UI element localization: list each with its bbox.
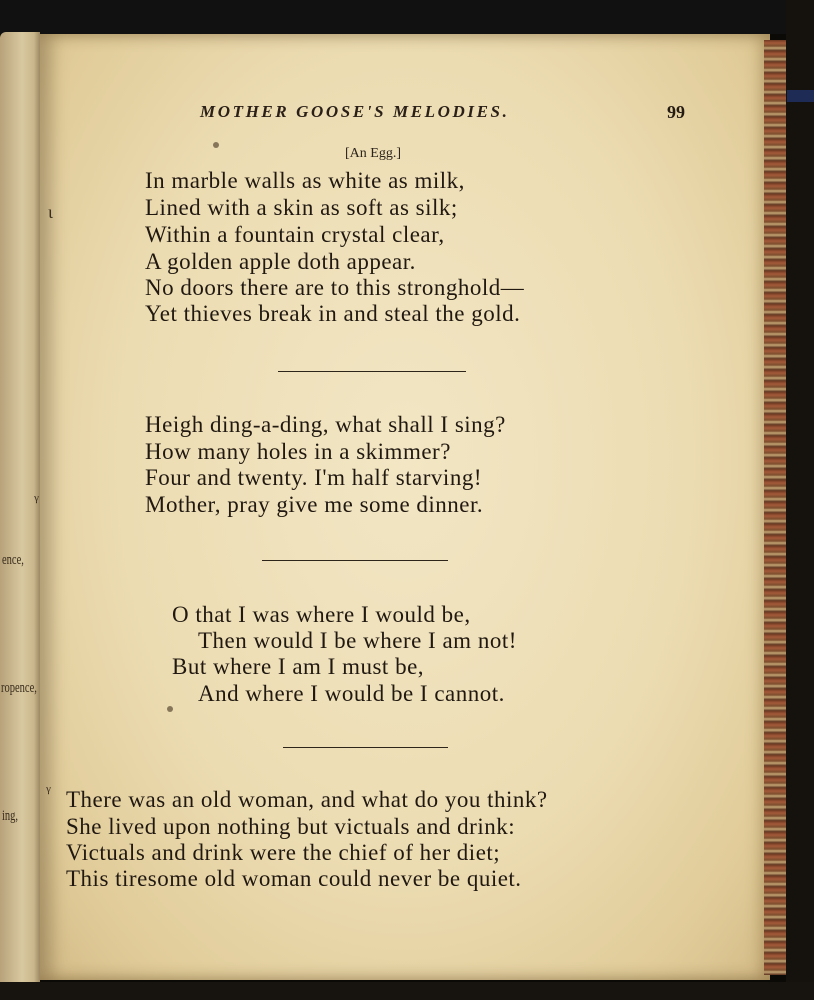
poem-line: This tiresome old woman could never be quiet.	[66, 866, 522, 891]
poem-line: In marble walls as white as milk,	[145, 168, 465, 193]
riddle-tag: [An Egg.]	[345, 146, 401, 161]
poem-line: O that I was where I would be,	[172, 602, 471, 627]
facing-page-edge	[0, 32, 40, 990]
page-edges	[764, 40, 788, 975]
margin-mark: ι	[48, 202, 53, 222]
section-divider	[278, 371, 466, 372]
poem-line: Then would I be where I am not!	[198, 628, 517, 653]
facing-page-fragment: ropence,	[1, 680, 37, 696]
poem-line: Yet thieves break in and steal the gold.	[145, 301, 521, 326]
scan-background-bottom	[0, 982, 814, 1000]
running-head: MOTHER GOOSE'S MELODIES.	[200, 102, 510, 121]
poem-line: A golden apple doth appear.	[145, 249, 416, 274]
poem-line: Four and twenty. I'm half starving!	[145, 465, 482, 490]
paper-speck	[167, 706, 173, 712]
facing-page-fragment: ing,	[2, 808, 19, 824]
book-cover-edge	[786, 0, 814, 1000]
poem-line: Heigh ding-a-ding, what shall I sing?	[145, 412, 506, 437]
section-divider	[262, 560, 448, 561]
poem-line: She lived upon nothing but victuals and drink:	[66, 814, 516, 839]
poem-line: Victuals and drink were the chief of her diet;	[66, 840, 501, 865]
facing-page-fragment: ence,	[2, 552, 24, 568]
cover-tab	[787, 90, 814, 102]
scan-background-top	[0, 0, 814, 34]
page-number: 99	[667, 102, 685, 122]
poem-line: No doors there are to this stronghold—	[145, 275, 525, 300]
margin-mark: ᵞ	[34, 490, 39, 510]
poem-line: But where I am I must be,	[172, 654, 425, 679]
poem-line: And where I would be I cannot.	[198, 681, 505, 706]
poem-line: There was an old woman, and what do you think?	[66, 787, 548, 812]
section-divider	[283, 747, 448, 748]
poem-line: Lined with a skin as soft as silk;	[145, 195, 458, 220]
margin-mark: ᵞ	[46, 781, 51, 801]
poem-line: Within a fountain crystal clear,	[145, 222, 445, 247]
poem-line: How many holes in a skimmer?	[145, 439, 451, 464]
poem-line: Mother, pray give me some dinner.	[145, 492, 484, 517]
paper-speck	[213, 142, 219, 148]
